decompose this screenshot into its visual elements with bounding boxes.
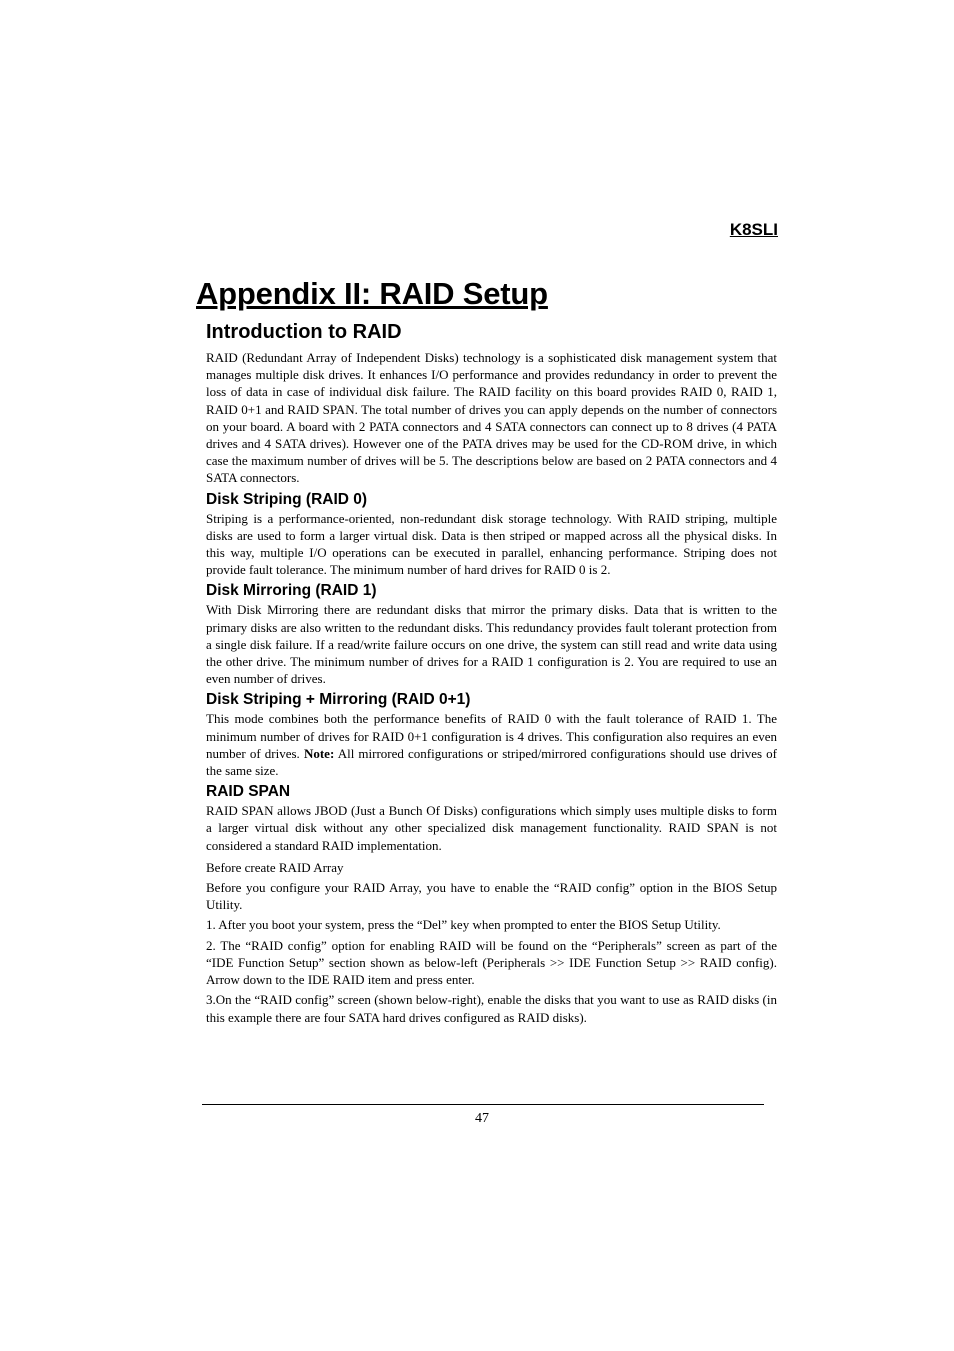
page-number: 47: [475, 1111, 489, 1126]
section-heading-intro: Introduction to RAID: [206, 321, 402, 343]
paragraph-raid01: [206, 710, 777, 779]
paragraph-intro: RAID (Redundant Array of Independent Disks) technology is a sophisticated disk management system that manages multiple disk drives. It enhances I/O performance and provides redundancy in order to prevent the loss of data in case of individual disk failure. The RAID facility on this board provides RAID 0, RAID 1, RAID 0+1 and RAID SPAN. The total number of drives you can apply depends on the number of connectors on your board. A board with 2 PATA connectors and 4 SATA connectors can connect up to 8 drives (4 PATA drives and 4 SATA drives). However one of the PATA drives may be used for the CD-ROM drive, in which case the maximum number of drives will be 5. The descriptions below are based on 2 PATA connectors and 4 SATA connectors.: [206, 350, 777, 486]
section-heading-raid0: Disk Striping (RAID 0): [206, 490, 368, 508]
step-1: 1. After you boot your system, press the “Del” key when prompted to enter the BIOS Setup Utility.: [206, 917, 721, 933]
paragraph-span: RAID SPAN allows JBOD (Just a Bunch Of Disks) configurations which simply uses multiple disks to form a larger virtual disk without any other specialized disk management functionality. RAID SPAN is not considered a standard RAID implementation.: [206, 803, 777, 853]
main-content: [206, 319, 777, 1026]
raid01-text-after: All mirrored configurations or striped/mirrored configurations should use drives of the same size.: [206, 745, 778, 779]
step-2: 2. The “RAID config” option for enabling RAID will be found on the “Peripherals” screen as part of the “IDE Function Setup” section shown as below-left (Peripherals >> IDE Function Setup >> RAID config). Arrow down to the IDE RAID item and press enter.: [206, 937, 777, 988]
paragraph-before-create: Before create RAID Array: [206, 859, 344, 875]
raid01-text-before: This mode combines both the performance benefits of RAID 0 with the fault tolerance of RAID 1. The minimum number of drives for RAID 0+1 configuration is 4 drives. This configuration also requires an even number of drives.: [206, 711, 777, 761]
section-heading-raid01: Disk Striping + Mirroring (RAID 0+1): [206, 691, 471, 709]
note-label: Note:: [303, 745, 335, 761]
paragraph-raid0: Striping is a performance-oriented, non-redundant disk storage technology. With RAID striping, multiple disks are used to form a larger virtual disk. Data is then striped or mapped across all the physical disks. In this way, multiple I/O operations can be executed in parallel, enhancing performance. Striping does not provide fault tolerance. The minimum number of hard drives for RAID 0 is 2.: [206, 510, 777, 578]
footer-divider: [202, 1104, 764, 1105]
step-3: 3.On the “RAID config” screen (shown below-right), enable the disks that you want to use as RAID disks (in this example there are four SATA hard drives configured as RAID disks).: [206, 992, 777, 1025]
section-heading-span: RAID SPAN: [206, 783, 291, 801]
section-heading-raid1: Disk Mirroring (RAID 1): [206, 582, 377, 600]
paragraph-raid1: With Disk Mirroring there are redundant disks that mirror the primary disks. Data that is written to the primary disks are also written to the redundant disks. This redundancy provides fault tolerant protection from a single disk failure. If a read/write failure occurs on one drive, the system can still read and write data using the other drive. The minimum number of drives for a RAID 1 configuration is 2. You are required to use an even number of drives.: [206, 602, 777, 687]
model-name: K8SLI: [729, 220, 778, 239]
page-title: Appendix II: RAID Setup: [196, 276, 548, 311]
paragraph-bios-intro: Before you configure your RAID Array, you have to enable the “RAID config” option in the BIOS Setup Utility.: [206, 880, 777, 913]
